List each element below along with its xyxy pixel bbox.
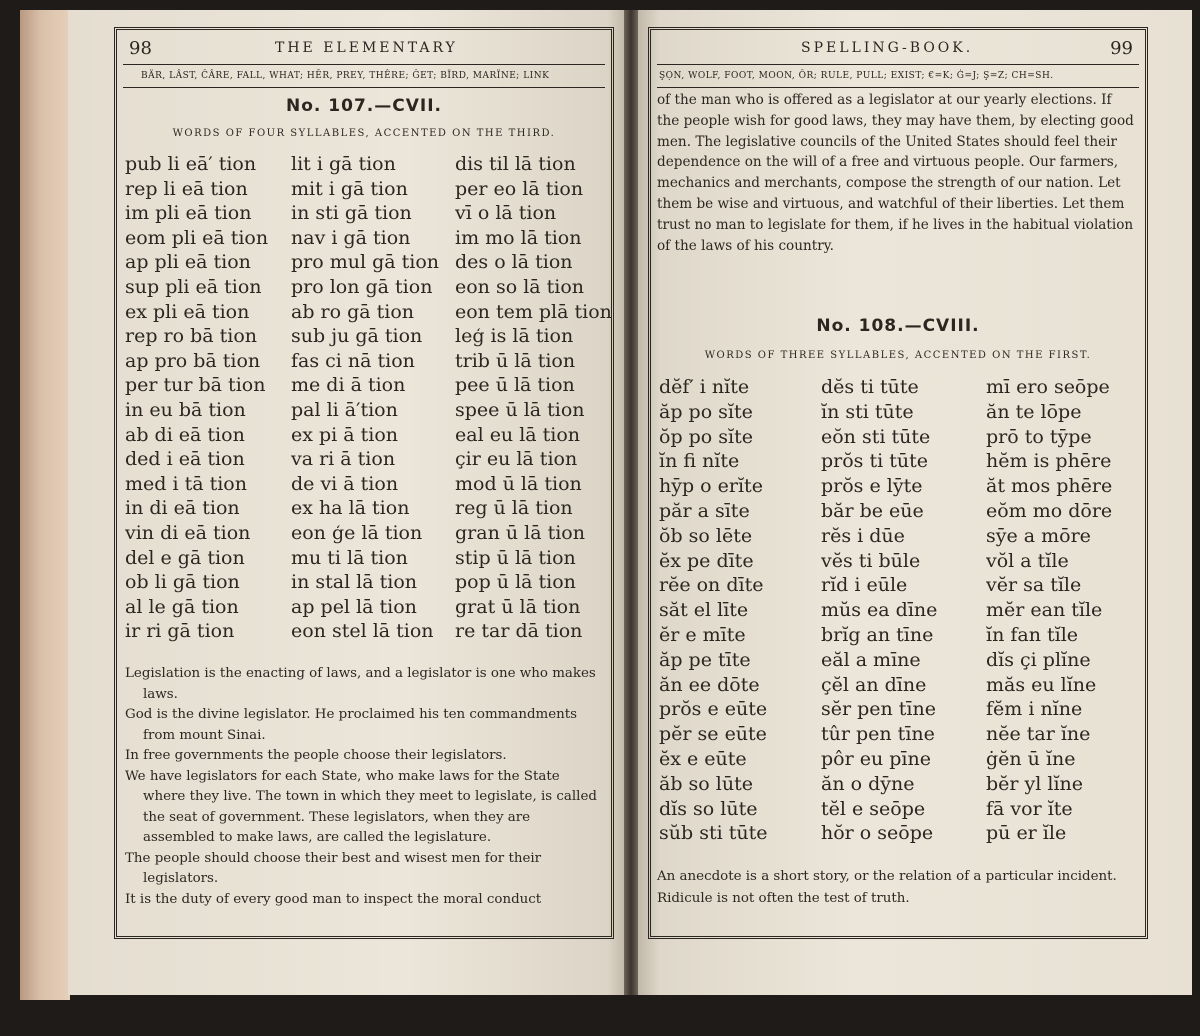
word-entry: nav i gā tion [291, 226, 411, 249]
word-entry: fā vor ĭte [986, 797, 1073, 820]
paragraph: An anecdote is a short story, or the relation of a particular incident. [657, 869, 1117, 884]
word-entry: pal li ā′tion [291, 398, 398, 421]
word-entry: ap pel lā tion [291, 595, 417, 618]
word-entry: per eo lā tion [455, 177, 584, 200]
word-entry: vŏl a tĭle [986, 549, 1069, 572]
word-entry: eon tem plā tion [455, 300, 612, 323]
word-entry: eom pli eā tion [125, 226, 269, 249]
word-entry: eon so lā tion [455, 275, 585, 298]
word-entry: per tur bā tion [125, 374, 266, 397]
lesson-subtitle: WORDS OF FOUR SYLLABLES, ACCENTED ON THE THIRD. [172, 128, 556, 139]
word-entry: grat ū lā tion [455, 595, 581, 618]
word-entry: med i tā tion [125, 472, 247, 495]
word-entry: pop ū lā tion [455, 571, 576, 594]
word-entry: trib ū lā tion [455, 349, 576, 372]
pronunciation-key: ŞỌN, WOLF, FOOT, MOON, ÔR; RULE, PULL; EXIST; €=K; Ġ=J; Ş=Z; CH=SH. [657, 64, 1139, 88]
word-entry: pro mul gā tion [291, 251, 440, 274]
word-entry: hŏr o seōpe [821, 822, 934, 845]
word-entry: eŏn sti tūte [821, 425, 931, 448]
word-entry: va ri ā tion [291, 448, 396, 471]
word-entry: ăn te lōpe [986, 400, 1082, 423]
word-entry: reg ū lā tion [455, 497, 573, 520]
word-entry: pĕr se eūte [659, 723, 767, 746]
word-entry: mĕr ean tĭle [986, 599, 1103, 622]
word-entry: del e gā tion [125, 546, 245, 569]
word-entry: vin di eā tion [125, 521, 251, 544]
word-entry: ăp pe tīte [659, 648, 751, 671]
word-entry: prŏs e lȳte [821, 475, 923, 498]
word-entry: ab di eā tion [125, 423, 245, 446]
lesson-subtitle: WORDS OF THREE SYLLABLES, ACCENTED ON THE FIRST. [704, 350, 1092, 361]
word-entry: sŭb sti tūte [659, 822, 768, 845]
paragraph: The people should choose their best and wisest men for their legislators. [125, 850, 542, 886]
word-entry: dis til lā tion [455, 153, 576, 175]
word-entry: băr be eūe [821, 499, 924, 522]
word-entry: ăb so lūte [659, 772, 753, 795]
word-entry: re tar dā tion [455, 620, 583, 643]
word-entry: pub li eā′ tion [125, 153, 257, 175]
word-entry: ĕx e eūte [659, 747, 747, 770]
word-entry: mī ero seōpe [986, 376, 1110, 398]
left-running-header [127, 38, 601, 64]
page-number: 99 [1110, 38, 1133, 59]
word-entry: in stal lā tion [291, 571, 418, 594]
word-entry: stip ū lā tion [455, 546, 576, 569]
word-entry: dĭs so lūte [659, 797, 758, 820]
lesson-number: No. 107.—CVII. [286, 96, 442, 116]
running-head: SPELLING-BOOK. [801, 40, 974, 56]
page-edges [20, 10, 70, 1000]
word-entry: dĕs ti tūte [821, 376, 919, 398]
word-entry: al le gā tion [125, 595, 239, 618]
word-entry: pū er ĭle [986, 822, 1067, 845]
paragraph: It is the duty of every good man to inspect the moral conduct [125, 891, 542, 907]
word-entry: eal eu lā tion [455, 423, 581, 446]
word-entry: tûr pen tīne [821, 723, 935, 746]
word-entry: ŏp po sĭte [659, 425, 753, 448]
word-entry: ġĕn ū ĭne [986, 747, 1076, 770]
word-entry: vī o lā tion [455, 202, 557, 225]
word-list [125, 152, 612, 644]
word-entry: pee ū lā tion [455, 374, 575, 397]
word-entry: eon ģe lā tion [291, 521, 423, 544]
word-entry: săt el līte [659, 599, 749, 622]
word-entry: me di ā tion [291, 374, 406, 397]
word-entry: prō to tȳpe [986, 425, 1092, 448]
word-entry: rep ro bā tion [125, 325, 258, 348]
book-gutter [624, 10, 638, 995]
word-entry: de vi ā tion [291, 472, 399, 495]
word-entry: ab ro gā tion [291, 300, 415, 323]
word-entry: vĕs ti būle [821, 549, 921, 572]
word-entry: mit i gā tion [291, 177, 408, 200]
word-entry: ĕr e mīte [659, 623, 746, 646]
word-entry: ĭn fan tĭle [986, 623, 1079, 646]
word-entry: gran ū lā tion [455, 521, 585, 544]
word-entry: prŏs ti tūte [821, 450, 928, 473]
word-entry: pôr eu pīne [821, 747, 931, 770]
word-entry: păr a sīte [659, 499, 750, 522]
word-entry: dĭs çi plĭne [986, 648, 1091, 671]
word-entry: ap pro bā tion [125, 349, 261, 372]
word-entry: dĕf′ i nĭte [659, 376, 750, 398]
word-entry: ir ri gā tion [125, 620, 235, 643]
right-running-header [661, 38, 1135, 64]
word-entry: ăp po sĭte [659, 400, 753, 423]
word-entry: fĕm i nĭne [986, 698, 1083, 721]
word-entry: măs eu lĭne [986, 673, 1097, 696]
word-entry: in di eā tion [125, 497, 240, 520]
left-page-frame [114, 27, 614, 939]
word-entry: tĕl e seōpe [821, 797, 926, 820]
word-entry: eon stel lā tion [291, 620, 434, 643]
reading-passage [657, 866, 1139, 910]
pronunciation-key: BÄR, LÂST, ĈÂRE, FALL, WHAT; HẼR, PREY, THÊRE; ĜET; BÏRD, MARÏNE; LINK [123, 64, 605, 88]
paragraph: We have legislators for each State, who make laws for the State where they live. The town in which they meet to legislate, is called the seat of government. These legislators, when they are assembled to make laws, are called the legislature. [125, 768, 597, 845]
reading-passage [125, 664, 605, 910]
word-entry: ĭn sti tūte [821, 400, 914, 423]
word-entry: ăn o dȳne [821, 772, 915, 795]
word-entry: rĕe on dīte [659, 574, 764, 597]
word-entry: ăn ee dōte [659, 673, 760, 696]
paragraph: Legislation is the enacting of laws, and a legislator is one who makes laws. [125, 666, 596, 702]
word-entry: bĕr yl lĭne [986, 772, 1084, 795]
word-entry: ex pli eā tion [125, 300, 250, 323]
word-entry: im pli eā tion [125, 202, 252, 225]
word-entry: rĭd i eūle [821, 574, 908, 597]
word-entry: lit i gā tion [291, 153, 396, 175]
word-entry: ŏb so lēte [659, 524, 753, 547]
word-entry: sĕr pen tīne [821, 698, 936, 721]
running-head: THE ELEMENTARY [275, 40, 458, 56]
word-entry: ex pi ā tion [291, 423, 399, 446]
word-entry: çir eu lā tion [455, 448, 578, 471]
word-entry: pro lon gā tion [291, 275, 433, 298]
word-entry: mŭs ea dīne [821, 599, 938, 622]
word-entry: prŏs e eūte [659, 698, 768, 721]
word-entry: sȳe a mōre [986, 524, 1091, 547]
word-entry: rĕs i dūe [821, 524, 905, 547]
word-entry: ob li gā tion [125, 571, 240, 594]
paragraph: In free governments the people choose their legislators. [125, 748, 507, 763]
right-page-frame [648, 27, 1148, 939]
word-entry: im mo lā tion [455, 226, 582, 249]
word-entry: çĕl an dīne [821, 673, 927, 696]
word-entry: ex ha lā tion [291, 497, 410, 520]
word-entry: in eu bā tion [125, 398, 246, 421]
continuation-passage: of the man who is offered as a legislator at our yearly elections. If the people wish for good laws, they may have them, by electing good men. The legislative councils of the United States should feel their dependence on the will of a free and virtuous people. Our farmers, mechanics and merchants, compose the strength of our nation. Let them be wise and virtuous, and watchful of their liberties. Let them trust no man to legislate for them, if he lives in the habitual violation of the laws of his country. [657, 92, 1134, 254]
word-entry: mod ū lā tion [455, 472, 582, 495]
word-entry: sup pli eā tion [125, 275, 262, 298]
word-entry: ăt mos phēre [986, 475, 1113, 498]
word-entry: mu ti lā tion [291, 546, 408, 569]
word-entry: vĕr sa tĭle [986, 574, 1082, 597]
word-entry: brĭg an tīne [821, 623, 934, 646]
word-entry: nĕe tar ĭne [986, 723, 1091, 746]
word-entry: ĭn fi nĭte [659, 450, 740, 473]
word-entry: eŏm mo dōre [986, 499, 1113, 522]
word-entry: ap pli eā tion [125, 251, 251, 274]
word-entry: ded i eā tion [125, 448, 245, 471]
word-entry: fas ci nā tion [291, 349, 415, 372]
word-entry: hĕm is phēre [986, 450, 1112, 473]
lesson-number: No. 108.—CVIII. [816, 316, 980, 336]
word-entry: leģ is lā tion [455, 325, 574, 348]
word-entry: eăl a mīne [821, 648, 921, 671]
word-entry: in sti gā tion [291, 202, 412, 225]
paragraph: God is the divine legislator. He proclaimed his ten commandments from mount Sinai. [125, 707, 578, 743]
page-number: 98 [129, 38, 152, 59]
word-list [659, 375, 1141, 846]
word-entry: rep li eā tion [125, 177, 248, 200]
word-entry: des o lā tion [455, 251, 573, 274]
paragraph: Ridicule is not often the test of truth. [657, 891, 910, 906]
word-entry: spee ū lā tion [455, 398, 585, 421]
word-entry: sub ju gā tion [291, 325, 423, 348]
word-entry: hȳp o erĭte [659, 475, 763, 498]
word-entry: ĕx pe dīte [659, 549, 754, 572]
